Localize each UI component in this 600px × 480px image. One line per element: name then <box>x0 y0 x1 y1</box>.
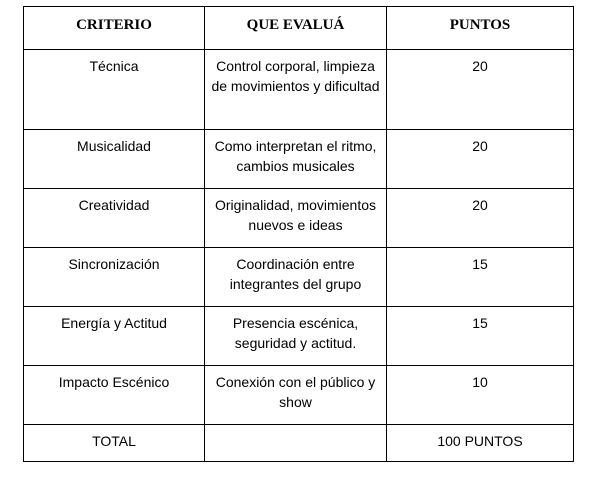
evaluation-rubric-table <box>23 6 574 462</box>
criterio-cell: Sincronización <box>24 248 205 307</box>
total-row <box>24 425 574 462</box>
que-evalua-cell: Como interpretan el ritmo, cambios musicales <box>205 130 387 189</box>
puntos-cell: 20 <box>387 50 574 130</box>
total-que-evalua-cell <box>205 425 387 462</box>
que-evalua-cell: Conexión con el público y show <box>205 366 387 425</box>
puntos-cell: 20 <box>387 130 574 189</box>
criterio-cell: Energía y Actitud <box>24 307 205 366</box>
criterio-cell: Técnica <box>24 50 205 130</box>
puntos-cell: 15 <box>387 248 574 307</box>
header-row <box>24 7 574 50</box>
table-row <box>24 248 574 307</box>
table-row <box>24 366 574 425</box>
puntos-cell: 15 <box>387 307 574 366</box>
criterio-cell: Musicalidad <box>24 130 205 189</box>
que-evalua-cell: Presencia escénica, seguridad y actitud. <box>205 307 387 366</box>
table-row <box>24 130 574 189</box>
puntos-cell: 20 <box>387 189 574 248</box>
total-points: 100 PUNTOS <box>387 425 574 462</box>
header-puntos: PUNTOS <box>387 7 574 50</box>
table-row <box>24 307 574 366</box>
header-que-evalua: QUE EVALUÁ <box>205 7 387 50</box>
puntos-cell: 10 <box>387 366 574 425</box>
criterio-cell: Impacto Escénico <box>24 366 205 425</box>
table-row <box>24 189 574 248</box>
que-evalua-cell: Coordinación entre integrantes del grupo <box>205 248 387 307</box>
total-label: TOTAL <box>24 425 205 462</box>
criterio-cell: Creatividad <box>24 189 205 248</box>
que-evalua-cell: Control corporal, limpieza de movimientos y dificultad <box>205 50 387 130</box>
header-criterio: CRITERIO <box>24 7 205 50</box>
table-row <box>24 50 574 130</box>
que-evalua-cell: Originalidad, movimientos nuevos e ideas <box>205 189 387 248</box>
